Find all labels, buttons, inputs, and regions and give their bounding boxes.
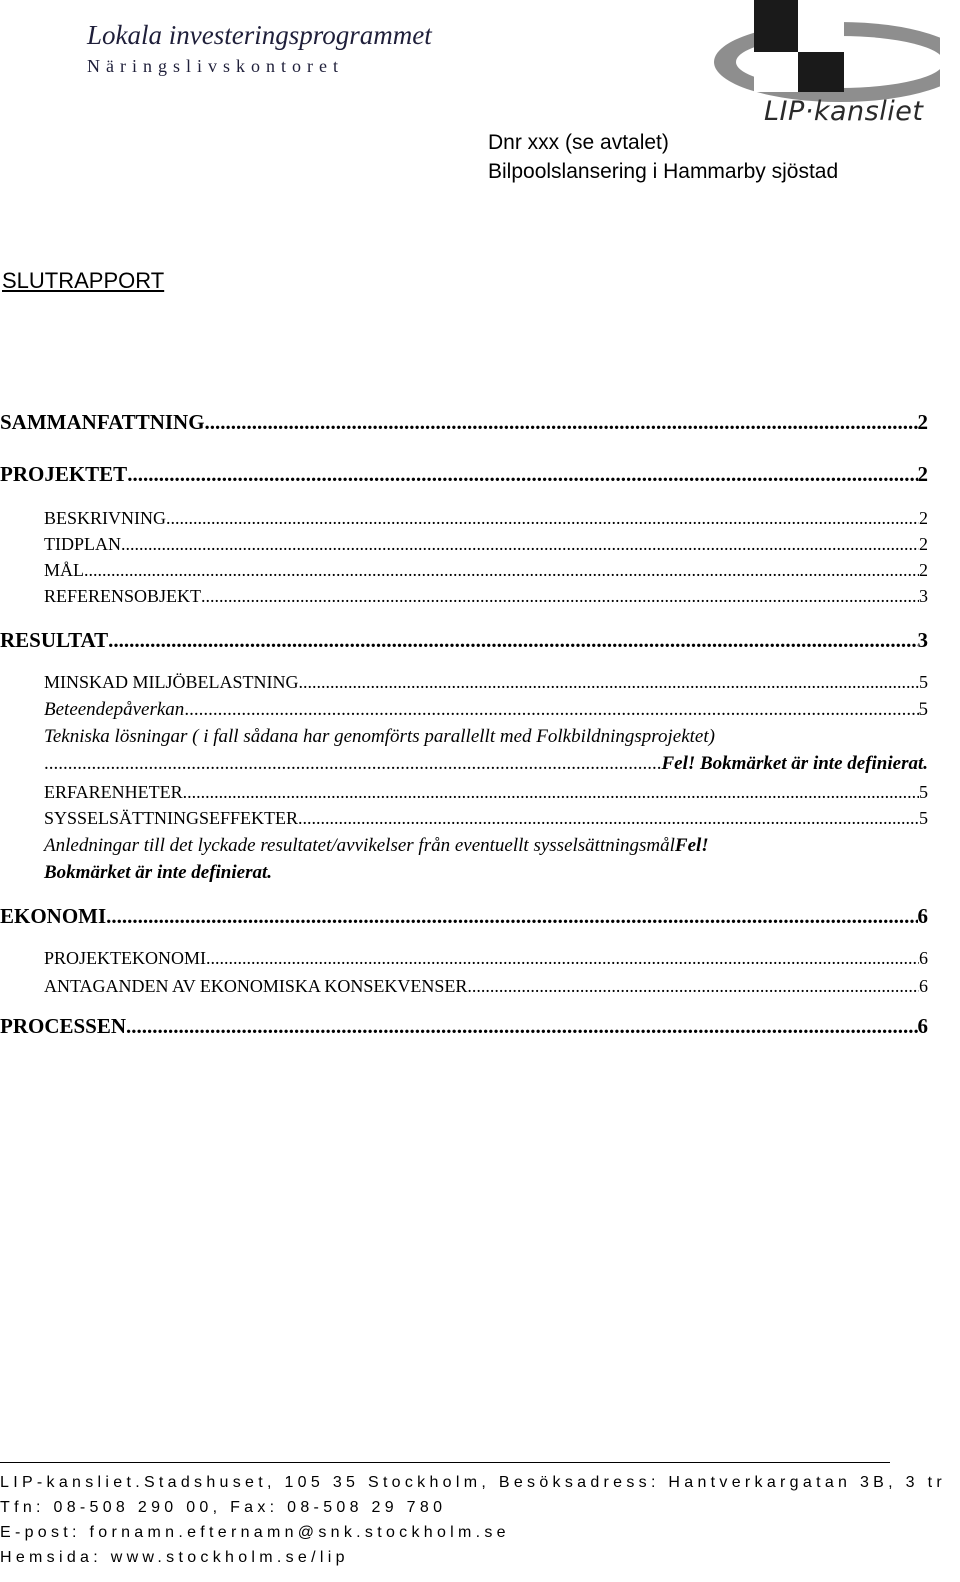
toc-error-text: Bokmärket är inte definierat. — [44, 862, 272, 883]
toc-entry[interactable] — [44, 534, 928, 555]
toc-label: MÅL — [44, 560, 84, 580]
toc-error-text: Fel! Bokmärket är inte definierat. — [661, 753, 928, 774]
toc-label: EKONOMI — [0, 904, 107, 928]
toc-entry[interactable] — [44, 699, 928, 721]
toc-page: 5 — [919, 808, 928, 828]
toc-entry[interactable] — [0, 628, 928, 653]
header-subtitle: Näringslivskontoret — [87, 56, 344, 76]
toc-entry[interactable] — [44, 560, 928, 581]
footer-phone: Tfn: 08-508 290 00, Fax: 08-508 29 780 — [0, 1499, 447, 1516]
toc-page: 2 — [919, 560, 928, 580]
toc-label: REFERENSOBJEKT — [44, 586, 202, 606]
toc-entry[interactable] — [0, 410, 928, 435]
project-line: Bilpoolslansering i Hammarby sjöstad — [488, 160, 839, 183]
lip-logo — [712, 0, 940, 132]
toc-entry[interactable] — [44, 782, 928, 803]
toc-page: 6 — [919, 948, 928, 968]
toc-page: 2 — [917, 410, 928, 434]
footer-website[interactable]: Hemsida: www.stockholm.se/lip — [0, 1549, 349, 1566]
toc-label: TIDPLAN — [44, 534, 121, 554]
header-title: Lokala investeringsprogrammet — [87, 20, 432, 50]
toc-entry-label[interactable]: Tekniska lösningar ( i fall sådana har genomförts parallellt med Folkbildningsprojektet) — [44, 726, 715, 747]
toc-entry[interactable] — [44, 835, 709, 857]
toc-error-text: Fel! — [674, 835, 709, 856]
toc-page: 2 — [917, 462, 928, 486]
toc-label: SYSSELSÄTTNINGSEFFEKTER — [44, 808, 299, 828]
toc-label: Anledningar till det lyckade resultatet/avvikelser från eventuellt sysselsättningsmål — [44, 835, 675, 856]
toc-entry[interactable] — [44, 672, 928, 693]
toc-entry[interactable] — [44, 976, 928, 997]
logo-text: LIP·kansliet — [764, 96, 924, 127]
toc-label: PROCESSEN — [0, 1014, 127, 1038]
toc-page: 2 — [919, 508, 928, 528]
toc-entry[interactable] — [44, 753, 928, 775]
toc-page: 3 — [919, 586, 928, 606]
footer-divider — [0, 1462, 890, 1463]
toc-label: PROJEKTEKONOMI — [44, 948, 206, 968]
toc-page: 3 — [917, 628, 928, 652]
toc-page: 6 — [917, 904, 928, 928]
footer-email[interactable]: E-post: fornamn.efternamn@snk.stockholm.se — [0, 1524, 510, 1541]
toc-label: ERFARENHETER — [44, 782, 183, 802]
footer-address: LIP-kansliet.Stadshuset, 105 35 Stockholm, Besöksadress: Hantverkargatan 3B, 3 tr — [0, 1474, 946, 1491]
toc-entry[interactable] — [44, 508, 928, 529]
toc-label: BESKRIVNING — [44, 508, 167, 528]
toc-page: 6 — [917, 1014, 928, 1038]
toc-entry[interactable] — [44, 586, 928, 607]
toc-label: MINSKAD MILJÖBELASTNING — [44, 672, 299, 692]
toc-page: 5 — [918, 699, 928, 720]
toc-page: 5 — [919, 672, 928, 692]
reference-block — [488, 128, 838, 186]
toc-entry[interactable] — [0, 904, 928, 929]
dnr-line: Dnr xxx (se avtalet) — [488, 131, 669, 154]
toc-page: 6 — [919, 976, 928, 996]
toc-entry[interactable] — [44, 808, 928, 829]
toc-page: 5 — [919, 782, 928, 802]
toc-entry[interactable] — [0, 462, 928, 487]
toc-entry[interactable] — [44, 948, 928, 969]
toc-label: ANTAGANDEN AV EKONOMISKA KONSEKVENSER — [44, 976, 468, 996]
toc-entry[interactable] — [0, 1014, 928, 1039]
toc-label: RESULTAT — [0, 628, 109, 652]
toc-label: Beteendepåverkan — [44, 699, 185, 720]
report-title: SLUTRAPPORT — [2, 268, 165, 293]
toc-label: SAMMANFATTNING — [0, 410, 205, 434]
toc-page: 2 — [919, 534, 928, 554]
toc-label: PROJEKTET — [0, 462, 128, 486]
